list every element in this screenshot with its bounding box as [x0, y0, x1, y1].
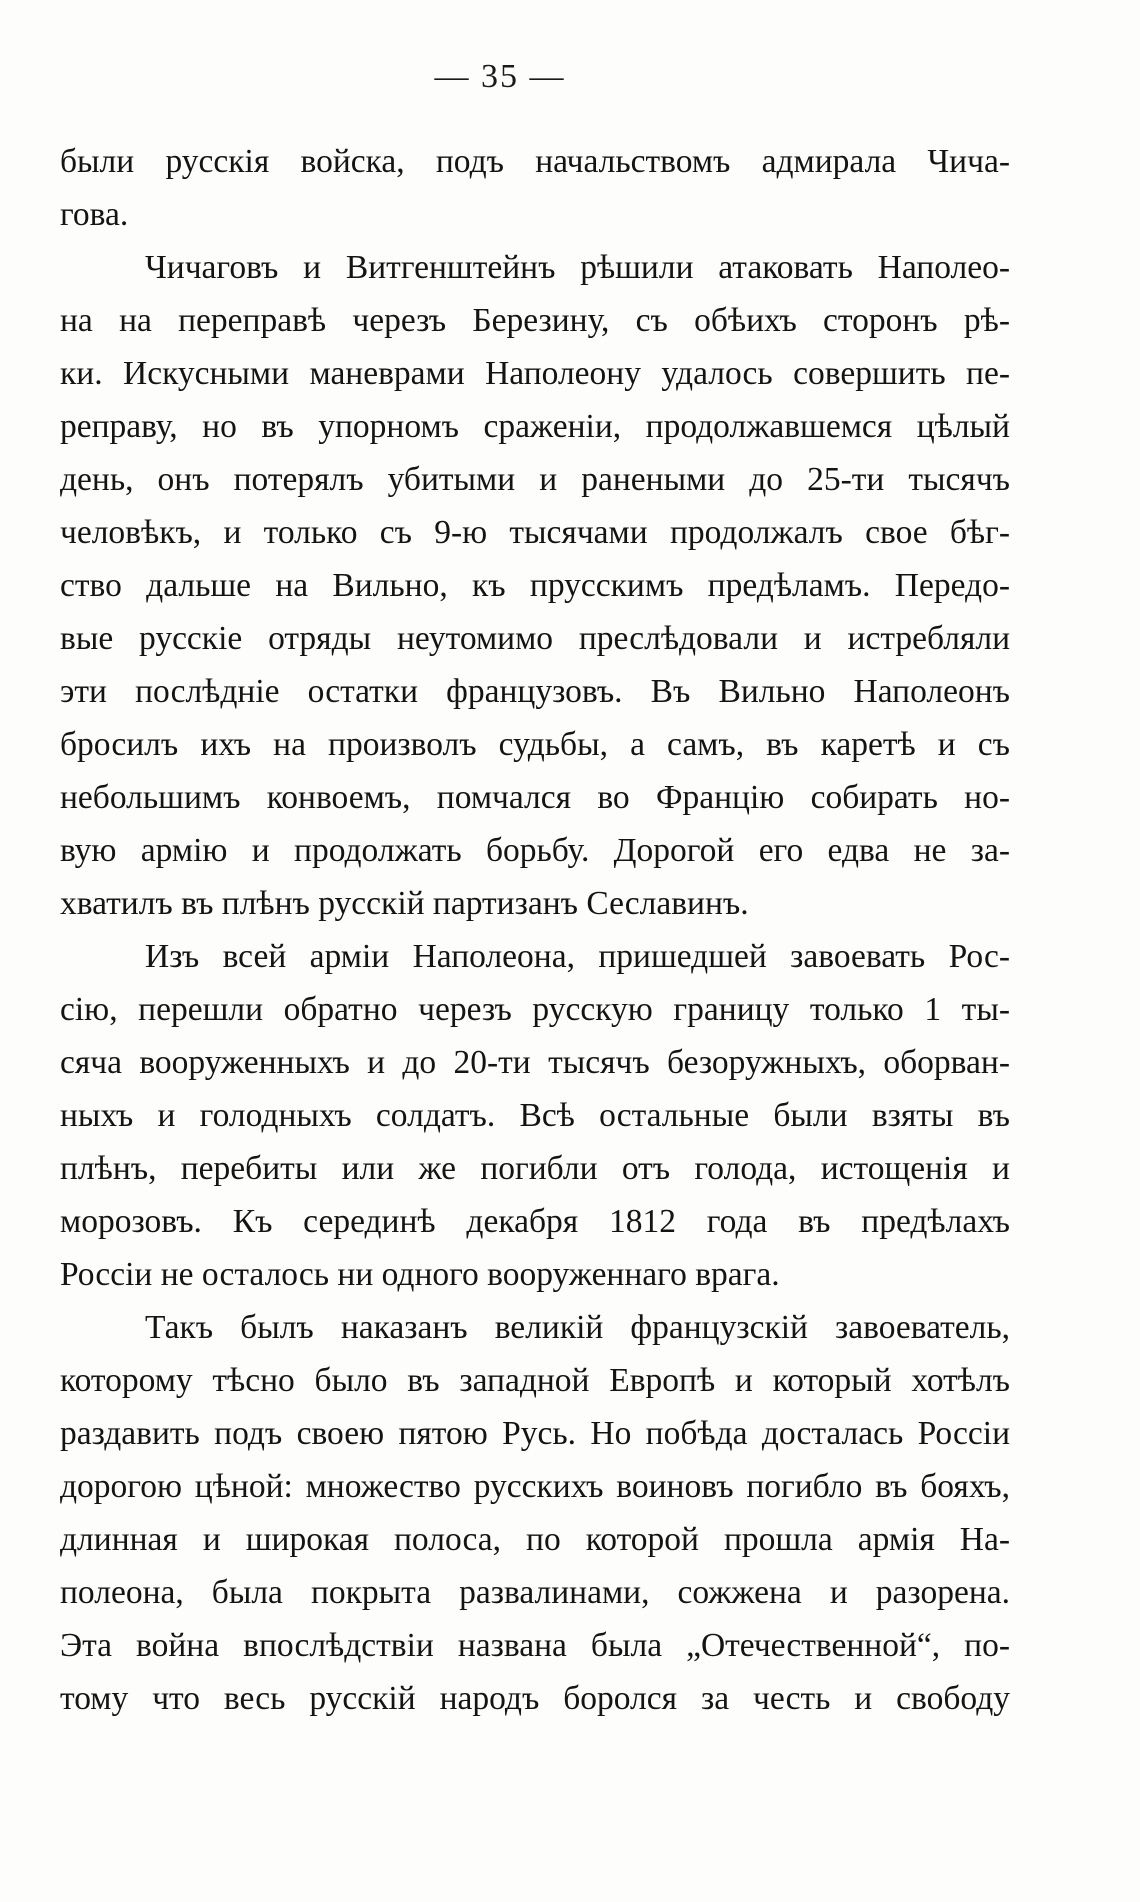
text-line: ки. Искусными маневрами Наполеону удалось совершить пе-	[60, 355, 1010, 392]
text-line: день, онъ потерялъ убитыми и ранеными до 25-ти тысячъ	[60, 461, 1010, 498]
text-line: вую армію и продолжать борьбу. Дорогой его едва не за-	[60, 832, 1010, 869]
text-line: тому что весь русскій народъ боролся за честь и свободу	[60, 1680, 1010, 1717]
text-line: которому тѣсно было въ западной Европѣ и который хотѣлъ	[60, 1362, 1010, 1399]
text-line: Эта война впослѣдствіи названа была „Отечественной“, по-	[60, 1627, 1010, 1664]
text-line: были русскія войска, подъ начальствомъ адмирала Чича-	[60, 143, 1010, 180]
text-line: полеона, была покрыта развалинами, сожжена и разорена.	[60, 1574, 1010, 1611]
text-line: вые русскіе отряды неутомимо преслѣдовали и истребляли	[60, 620, 1010, 657]
text-line: человѣкъ, и только съ 9-ю тысячами продолжалъ свое бѣг-	[60, 514, 1010, 551]
text-line: ство дальше на Вильно, къ прусскимъ предѣламъ. Передо-	[60, 567, 1010, 604]
text-line: бросилъ ихъ на произволъ судьбы, а самъ, въ каретѣ и съ	[60, 726, 1010, 763]
text-line: хватилъ въ плѣнъ русскій партизанъ Сеславинъ.	[60, 885, 749, 922]
body-text	[60, 135, 1010, 1725]
text-line: Такъ былъ наказанъ великій французскій завоеватель,	[145, 1309, 1010, 1346]
text-line: длинная и широкая полоса, по которой прошла армія На-	[60, 1521, 1010, 1558]
text-line: небольшимъ конвоемъ, помчался во Францію собирать но-	[60, 779, 1010, 816]
text-line: морозовъ. Къ серединѣ декабря 1812 года въ предѣлахъ	[60, 1203, 1010, 1240]
text-line: раздавить подъ своею пятою Русь. Но побѣда досталась Россіи	[60, 1415, 1010, 1452]
text-line: Изъ всей арміи Наполеона, пришедшей завоевать Рос-	[145, 938, 1010, 975]
text-line: Россіи не осталось ни одного вооруженнаго врага.	[60, 1256, 780, 1293]
text-line: плѣнъ, перебиты или же погибли отъ голода, истощенія и	[60, 1150, 1010, 1187]
text-line: Чичаговъ и Витгенштейнъ рѣшили атаковать Наполео-	[145, 249, 1010, 286]
page-number: — 35 —	[434, 58, 566, 95]
text-line: ныхъ и голодныхъ солдатъ. Всѣ остальные были взяты въ	[60, 1097, 1010, 1134]
text-line: сію, перешли обратно черезъ русскую границу только 1 ты-	[60, 991, 1010, 1028]
text-line: на на переправѣ черезъ Березину, съ обѣихъ сторонъ рѣ-	[60, 302, 1010, 339]
text-line: реправу, но въ упорномъ сраженіи, продолжавшемся цѣлый	[60, 408, 1010, 445]
text-line: дорогою цѣной: множество русскихъ воиновъ погибло въ бояхъ,	[60, 1468, 1010, 1505]
text-line: сяча вооруженныхъ и до 20-ти тысячъ безоружныхъ, оборван-	[60, 1044, 1010, 1081]
text-line: гова.	[60, 196, 129, 233]
text-line: эти послѣдніе остатки французовъ. Въ Вильно Наполеонъ	[60, 673, 1010, 710]
